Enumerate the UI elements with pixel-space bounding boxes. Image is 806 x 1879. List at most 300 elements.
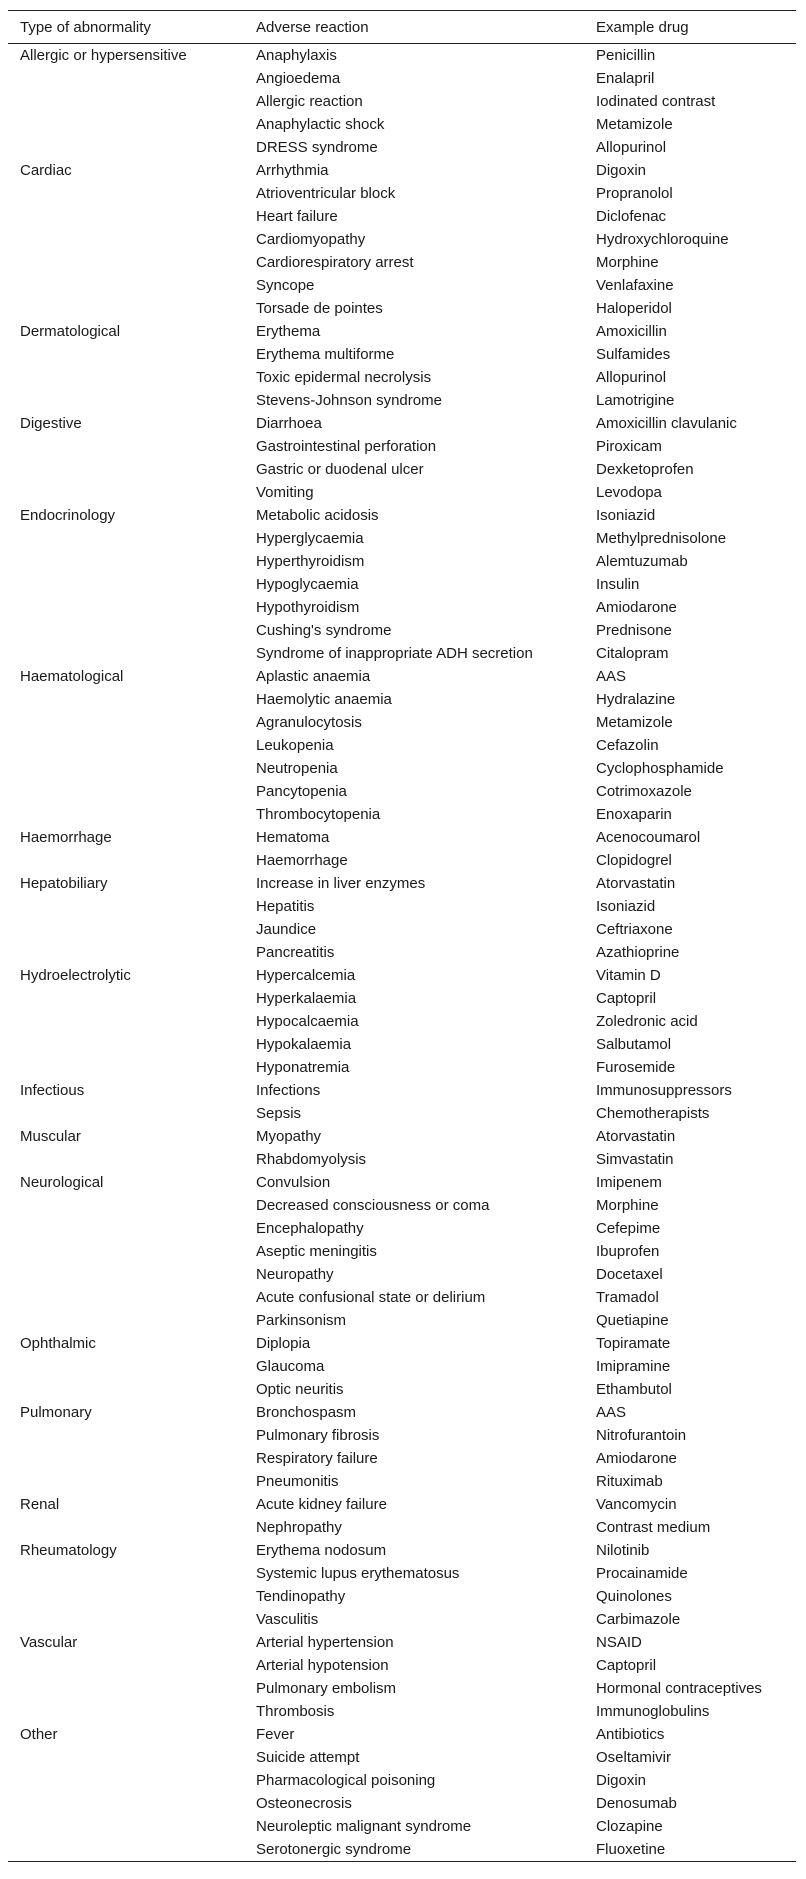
cell-type-of-abnormality (8, 1148, 244, 1171)
cell-example-drug: Propranolol (596, 185, 673, 202)
cell-adverse-reaction: Tendinopathy (256, 1588, 346, 1605)
cell-adverse-reaction: Vomiting (256, 484, 314, 501)
cell-adverse-reaction: Diarrhoea (256, 415, 322, 432)
cell-example-drug: Sulfamides (596, 346, 671, 363)
table-row (8, 182, 796, 205)
cell-type-of-abnormality: Haemorrhage (20, 829, 112, 846)
cell-type-of-abnormality (8, 297, 244, 320)
cell-adverse-reaction: Bronchospasm (256, 1404, 357, 1421)
table-row (8, 412, 796, 435)
table-row (8, 849, 796, 872)
cell-adverse-reaction: Pancytopenia (256, 783, 347, 800)
table-row (8, 44, 796, 68)
cell-example-drug: Cotrimoxazole (596, 783, 692, 800)
cell-example-drug: Hydroxychloroquine (596, 231, 729, 248)
table-row (8, 527, 796, 550)
cell-adverse-reaction: Syndrome of inappropriate ADH secretion (256, 645, 533, 662)
cell-example-drug: Insulin (596, 576, 640, 593)
table-row (8, 872, 796, 895)
cell-type-of-abnormality: Dermatological (20, 323, 121, 340)
cell-adverse-reaction: Heart failure (256, 208, 338, 225)
cell-example-drug: Venlafaxine (596, 277, 674, 294)
cell-example-drug: Nitrofurantoin (596, 1427, 687, 1444)
cell-adverse-reaction: Osteonecrosis (256, 1795, 352, 1812)
table-row (8, 619, 796, 642)
table-row (8, 1102, 796, 1125)
table-row (8, 389, 796, 412)
cell-example-drug: Oseltamivir (596, 1749, 672, 1766)
cell-adverse-reaction: Cardiorespiratory arrest (256, 254, 414, 271)
cell-adverse-reaction: Acute confusional state or delirium (256, 1289, 486, 1306)
cell-adverse-reaction: Agranulocytosis (256, 714, 362, 731)
cell-type-of-abnormality (8, 1240, 244, 1263)
cell-type-of-abnormality (8, 1585, 244, 1608)
cell-example-drug: Ibuprofen (596, 1243, 660, 1260)
cell-type-of-abnormality (8, 619, 244, 642)
cell-type-of-abnormality (8, 1033, 244, 1056)
cell-adverse-reaction: Arrhythmia (256, 162, 329, 179)
cell-type-of-abnormality: Muscular (20, 1128, 81, 1145)
table-row (8, 803, 796, 826)
cell-example-drug: Morphine (596, 1197, 659, 1214)
cell-type-of-abnormality (8, 435, 244, 458)
cell-adverse-reaction: Hypercalcemia (256, 967, 356, 984)
cell-type-of-abnormality (8, 918, 244, 941)
cell-example-drug: Imipramine (596, 1358, 671, 1375)
cell-example-drug: Topiramate (596, 1335, 671, 1352)
table-row (8, 964, 796, 987)
cell-type-of-abnormality (8, 1286, 244, 1309)
cell-example-drug: Ethambutol (596, 1381, 672, 1398)
table-row (8, 1378, 796, 1401)
cell-adverse-reaction: Haemolytic anaemia (256, 691, 392, 708)
cell-type-of-abnormality (8, 458, 244, 481)
cell-adverse-reaction: Syncope (256, 277, 315, 294)
cell-type-of-abnormality: Hepatobiliary (20, 875, 108, 892)
cell-adverse-reaction: Toxic epidermal necrolysis (256, 369, 432, 386)
cell-adverse-reaction: Hypoglycaemia (256, 576, 359, 593)
table-header (8, 11, 796, 44)
cell-example-drug: Allopurinol (596, 369, 667, 386)
cell-type-of-abnormality: Hydroelectrolytic (20, 967, 131, 984)
table-row (8, 1309, 796, 1332)
cell-adverse-reaction: Rhabdomyolysis (256, 1151, 367, 1168)
cell-adverse-reaction: Arterial hypotension (256, 1657, 389, 1674)
cell-example-drug: Hormonal contraceptives (596, 1680, 762, 1697)
cell-example-drug: Amiodarone (596, 1450, 677, 1467)
cell-adverse-reaction: Pulmonary embolism (256, 1680, 397, 1697)
cell-example-drug: Quinolones (596, 1588, 672, 1605)
cell-example-drug: Allopurinol (596, 139, 667, 156)
cell-type-of-abnormality (8, 205, 244, 228)
cell-example-drug: Carbimazole (596, 1611, 681, 1628)
cell-example-drug: Penicillin (596, 47, 656, 64)
cell-adverse-reaction: Thrombosis (256, 1703, 335, 1720)
table-row (8, 1424, 796, 1447)
cell-type-of-abnormality (8, 1102, 244, 1125)
cell-adverse-reaction: Systemic lupus erythematosus (256, 1565, 460, 1582)
cell-example-drug: Metamizole (596, 116, 673, 133)
header-adverse-reaction: Adverse reaction (256, 18, 369, 36)
table-row (8, 228, 796, 251)
cell-adverse-reaction: Encephalopathy (256, 1220, 364, 1237)
cell-example-drug: Imipenem (596, 1174, 662, 1191)
cell-type-of-abnormality (8, 1838, 244, 1862)
cell-type-of-abnormality (8, 596, 244, 619)
cell-example-drug: Amoxicillin (596, 323, 667, 340)
table-row (8, 159, 796, 182)
cell-example-drug: Captopril (596, 1657, 657, 1674)
cell-example-drug: Amiodarone (596, 599, 677, 616)
table-row (8, 826, 796, 849)
cell-type-of-abnormality (8, 481, 244, 504)
cell-adverse-reaction: Convulsion (256, 1174, 331, 1191)
cell-type-of-abnormality (8, 67, 244, 90)
cell-example-drug: Morphine (596, 254, 659, 271)
table-row (8, 665, 796, 688)
cell-adverse-reaction: Leukopenia (256, 737, 334, 754)
cell-type-of-abnormality (8, 1769, 244, 1792)
cell-adverse-reaction: Pneumonitis (256, 1473, 339, 1490)
table-row (8, 435, 796, 458)
table-row (8, 1654, 796, 1677)
cell-adverse-reaction: Anaphylactic shock (256, 116, 385, 133)
cell-adverse-reaction: Cushing's syndrome (256, 622, 392, 639)
cell-adverse-reaction: Gastrointestinal perforation (256, 438, 437, 455)
cell-type-of-abnormality (8, 1447, 244, 1470)
cell-adverse-reaction: Haemorrhage (256, 852, 348, 869)
cell-adverse-reaction: Jaundice (256, 921, 317, 938)
cell-type-of-abnormality: Endocrinology (20, 507, 116, 524)
cell-adverse-reaction: Hepatitis (256, 898, 315, 915)
cell-type-of-abnormality (8, 1562, 244, 1585)
table-row (8, 918, 796, 941)
table-row (8, 1332, 796, 1355)
cell-adverse-reaction: Vasculitis (256, 1611, 319, 1628)
table-row (8, 320, 796, 343)
cell-type-of-abnormality (8, 1217, 244, 1240)
table-row (8, 1148, 796, 1171)
cell-adverse-reaction: Infections (256, 1082, 321, 1099)
table-row (8, 711, 796, 734)
cell-example-drug: Captopril (596, 990, 657, 1007)
cell-type-of-abnormality: Rheumatology (20, 1542, 117, 1559)
cell-type-of-abnormality (8, 1792, 244, 1815)
cell-adverse-reaction: Increase in liver enzymes (256, 875, 426, 892)
table-row (8, 550, 796, 573)
cell-type-of-abnormality (8, 113, 244, 136)
cell-example-drug: Digoxin (596, 162, 647, 179)
cell-type-of-abnormality (8, 711, 244, 734)
cell-example-drug: Antibiotics (596, 1726, 665, 1743)
cell-example-drug: Vitamin D (596, 967, 661, 984)
cell-example-drug: Salbutamol (596, 1036, 672, 1053)
table-row (8, 67, 796, 90)
table-row (8, 504, 796, 527)
cell-type-of-abnormality (8, 389, 244, 412)
cell-type-of-abnormality (8, 1746, 244, 1769)
cell-type-of-abnormality (8, 1378, 244, 1401)
table-row (8, 757, 796, 780)
table-row (8, 1286, 796, 1309)
table-row (8, 1263, 796, 1286)
table-row (8, 1010, 796, 1033)
cell-adverse-reaction: Neutropenia (256, 760, 338, 777)
cell-adverse-reaction: Aseptic meningitis (256, 1243, 377, 1260)
cell-example-drug: Clopidogrel (596, 852, 672, 869)
cell-adverse-reaction: Angioedema (256, 70, 341, 87)
adverse-reactions-table-container (8, 10, 796, 1862)
cell-adverse-reaction: Anaphylaxis (256, 47, 337, 64)
cell-example-drug: Fluoxetine (596, 1841, 666, 1858)
cell-example-drug: Cefazolin (596, 737, 659, 754)
cell-type-of-abnormality (8, 182, 244, 205)
cell-adverse-reaction: Diplopia (256, 1335, 311, 1352)
cell-type-of-abnormality (8, 1424, 244, 1447)
table-row (8, 1033, 796, 1056)
cell-adverse-reaction: Metabolic acidosis (256, 507, 379, 524)
table-row (8, 113, 796, 136)
cell-adverse-reaction: Hematoma (256, 829, 330, 846)
table-row (8, 1516, 796, 1539)
cell-adverse-reaction: Pharmacological poisoning (256, 1772, 436, 1789)
cell-example-drug: Cyclophosphamide (596, 760, 724, 777)
cell-example-drug: Denosumab (596, 1795, 677, 1812)
cell-adverse-reaction: Neuropathy (256, 1266, 334, 1283)
cell-adverse-reaction: Hyperthyroidism (256, 553, 365, 570)
cell-example-drug: Atorvastatin (596, 1128, 676, 1145)
cell-example-drug: Diclofenac (596, 208, 667, 225)
cell-adverse-reaction: Stevens-Johnson syndrome (256, 392, 442, 409)
table-row (8, 1470, 796, 1493)
cell-example-drug: NSAID (596, 1634, 642, 1651)
table-row (8, 895, 796, 918)
cell-example-drug: Immunosuppressors (596, 1082, 732, 1099)
cell-example-drug: Enoxaparin (596, 806, 672, 823)
cell-type-of-abnormality: Pulmonary (20, 1404, 92, 1421)
cell-adverse-reaction: Thrombocytopenia (256, 806, 381, 823)
cell-type-of-abnormality (8, 734, 244, 757)
cell-type-of-abnormality (8, 780, 244, 803)
cell-type-of-abnormality (8, 803, 244, 826)
table-row (8, 688, 796, 711)
table-row (8, 1677, 796, 1700)
cell-type-of-abnormality (8, 274, 244, 297)
cell-adverse-reaction: Myopathy (256, 1128, 322, 1145)
cell-example-drug: Dexketoprofen (596, 461, 694, 478)
cell-example-drug: Cefepime (596, 1220, 661, 1237)
table-row (8, 780, 796, 803)
cell-type-of-abnormality (8, 90, 244, 113)
table-row (8, 251, 796, 274)
table-row (8, 1401, 796, 1424)
cell-type-of-abnormality: Digestive (20, 415, 82, 432)
cell-type-of-abnormality (8, 1677, 244, 1700)
table-row (8, 1056, 796, 1079)
table-row (8, 366, 796, 389)
table-row (8, 1125, 796, 1148)
cell-type-of-abnormality: Neurological (20, 1174, 104, 1191)
table-row (8, 136, 796, 159)
cell-adverse-reaction: Erythema (256, 323, 321, 340)
cell-adverse-reaction: Sepsis (256, 1105, 302, 1122)
table-row (8, 987, 796, 1010)
cell-example-drug: Ceftriaxone (596, 921, 673, 938)
cell-example-drug: Digoxin (596, 1772, 647, 1789)
cell-adverse-reaction: Hyperglycaemia (256, 530, 364, 547)
cell-adverse-reaction: Glaucoma (256, 1358, 325, 1375)
cell-adverse-reaction: Fever (256, 1726, 295, 1743)
cell-adverse-reaction: Allergic reaction (256, 93, 363, 110)
cell-type-of-abnormality: Allergic or hypersensitive (20, 47, 187, 64)
cell-example-drug: Lamotrigine (596, 392, 675, 409)
table-row (8, 1792, 796, 1815)
cell-adverse-reaction: Atrioventricular block (256, 185, 396, 202)
table-row (8, 1194, 796, 1217)
cell-type-of-abnormality (8, 1010, 244, 1033)
table-row (8, 1723, 796, 1746)
table-row (8, 1217, 796, 1240)
cell-type-of-abnormality (8, 688, 244, 711)
cell-type-of-abnormality (8, 757, 244, 780)
cell-example-drug: Piroxicam (596, 438, 662, 455)
cell-example-drug: Methylprednisolone (596, 530, 727, 547)
cell-example-drug: Immunoglobulins (596, 1703, 710, 1720)
cell-example-drug: Quetiapine (596, 1312, 669, 1329)
cell-adverse-reaction: Parkinsonism (256, 1312, 347, 1329)
cell-type-of-abnormality (8, 573, 244, 596)
cell-example-drug: Enalapril (596, 70, 655, 87)
cell-adverse-reaction: Suicide attempt (256, 1749, 360, 1766)
cell-example-drug: Atorvastatin (596, 875, 676, 892)
table-row (8, 596, 796, 619)
cell-example-drug: Docetaxel (596, 1266, 663, 1283)
cell-type-of-abnormality: Cardiac (20, 162, 72, 179)
cell-adverse-reaction: Torsade de pointes (256, 300, 383, 317)
header-row (8, 11, 796, 44)
cell-example-drug: Alemtuzumab (596, 553, 688, 570)
table-row (8, 941, 796, 964)
cell-adverse-reaction: Optic neuritis (256, 1381, 344, 1398)
cell-example-drug: Acenocoumarol (596, 829, 701, 846)
cell-example-drug: Citalopram (596, 645, 669, 662)
table-row (8, 205, 796, 228)
table-row (8, 1240, 796, 1263)
table-row (8, 1585, 796, 1608)
cell-example-drug: Simvastatin (596, 1151, 674, 1168)
cell-example-drug: Prednisone (596, 622, 672, 639)
cell-type-of-abnormality (8, 527, 244, 550)
cell-example-drug: Rituximab (596, 1473, 663, 1490)
cell-type-of-abnormality: Other (20, 1726, 58, 1743)
cell-example-drug: Chemotherapists (596, 1105, 710, 1122)
cell-adverse-reaction: DRESS syndrome (256, 139, 378, 156)
cell-type-of-abnormality (8, 550, 244, 573)
cell-adverse-reaction: Gastric or duodenal ulcer (256, 461, 424, 478)
cell-type-of-abnormality (8, 642, 244, 665)
cell-type-of-abnormality: Infectious (20, 1082, 85, 1099)
cell-adverse-reaction: Serotonergic syndrome (256, 1841, 412, 1858)
cell-type-of-abnormality (8, 1355, 244, 1378)
cell-adverse-reaction: Erythema multiforme (256, 346, 395, 363)
cell-adverse-reaction: Pancreatitis (256, 944, 335, 961)
cell-type-of-abnormality (8, 136, 244, 159)
cell-example-drug: Haloperidol (596, 300, 672, 317)
cell-adverse-reaction: Decreased consciousness or coma (256, 1197, 490, 1214)
cell-type-of-abnormality (8, 1194, 244, 1217)
table-row (8, 1608, 796, 1631)
cell-type-of-abnormality (8, 1815, 244, 1838)
cell-adverse-reaction: Hypothyroidism (256, 599, 360, 616)
cell-type-of-abnormality (8, 1516, 244, 1539)
table-row (8, 1539, 796, 1562)
cell-type-of-abnormality (8, 1309, 244, 1332)
adverse-reactions-table (8, 10, 796, 1862)
cell-example-drug: Isoniazid (596, 507, 656, 524)
cell-type-of-abnormality (8, 366, 244, 389)
table-row (8, 1769, 796, 1792)
cell-adverse-reaction: Hyperkalaemia (256, 990, 357, 1007)
table-row (8, 297, 796, 320)
cell-type-of-abnormality (8, 1263, 244, 1286)
cell-example-drug: Clozapine (596, 1818, 663, 1835)
header-example-drug: Example drug (596, 18, 689, 36)
cell-type-of-abnormality: Ophthalmic (20, 1335, 96, 1352)
cell-type-of-abnormality (8, 941, 244, 964)
cell-example-drug: Contrast medium (596, 1519, 711, 1536)
cell-adverse-reaction: Hypocalcaemia (256, 1013, 359, 1030)
table-row (8, 1746, 796, 1769)
cell-type-of-abnormality (8, 251, 244, 274)
table-row (8, 274, 796, 297)
cell-example-drug: Vancomycin (596, 1496, 677, 1513)
cell-example-drug: AAS (596, 668, 627, 685)
cell-adverse-reaction: Arterial hypertension (256, 1634, 394, 1651)
table-row (8, 1815, 796, 1838)
cell-type-of-abnormality (8, 849, 244, 872)
cell-example-drug: Levodopa (596, 484, 662, 501)
cell-example-drug: Nilotinib (596, 1542, 650, 1559)
table-row (8, 1493, 796, 1516)
cell-adverse-reaction: Nephropathy (256, 1519, 342, 1536)
cell-adverse-reaction: Erythema nodosum (256, 1542, 387, 1559)
table-row (8, 90, 796, 113)
cell-type-of-abnormality: Haematological (20, 668, 124, 685)
cell-adverse-reaction: Cardiomyopathy (256, 231, 366, 248)
table-row (8, 1079, 796, 1102)
cell-example-drug: Amoxicillin clavulanic (596, 415, 737, 432)
table-row (8, 573, 796, 596)
table-row (8, 1700, 796, 1723)
cell-adverse-reaction: Hyponatremia (256, 1059, 350, 1076)
table-row (8, 1447, 796, 1470)
table-row (8, 458, 796, 481)
table-row (8, 1838, 796, 1862)
cell-type-of-abnormality (8, 1470, 244, 1493)
cell-example-drug: Furosemide (596, 1059, 676, 1076)
header-type-of-abnormality: Type of abnormality (20, 18, 151, 36)
cell-example-drug: Isoniazid (596, 898, 656, 915)
cell-adverse-reaction: Aplastic anaemia (256, 668, 371, 685)
cell-type-of-abnormality (8, 1700, 244, 1723)
cell-type-of-abnormality (8, 1608, 244, 1631)
cell-adverse-reaction: Pulmonary fibrosis (256, 1427, 380, 1444)
table-row (8, 481, 796, 504)
cell-type-of-abnormality (8, 895, 244, 918)
cell-adverse-reaction: Respiratory failure (256, 1450, 378, 1467)
cell-example-drug: Zoledronic acid (596, 1013, 698, 1030)
table-row (8, 1171, 796, 1194)
